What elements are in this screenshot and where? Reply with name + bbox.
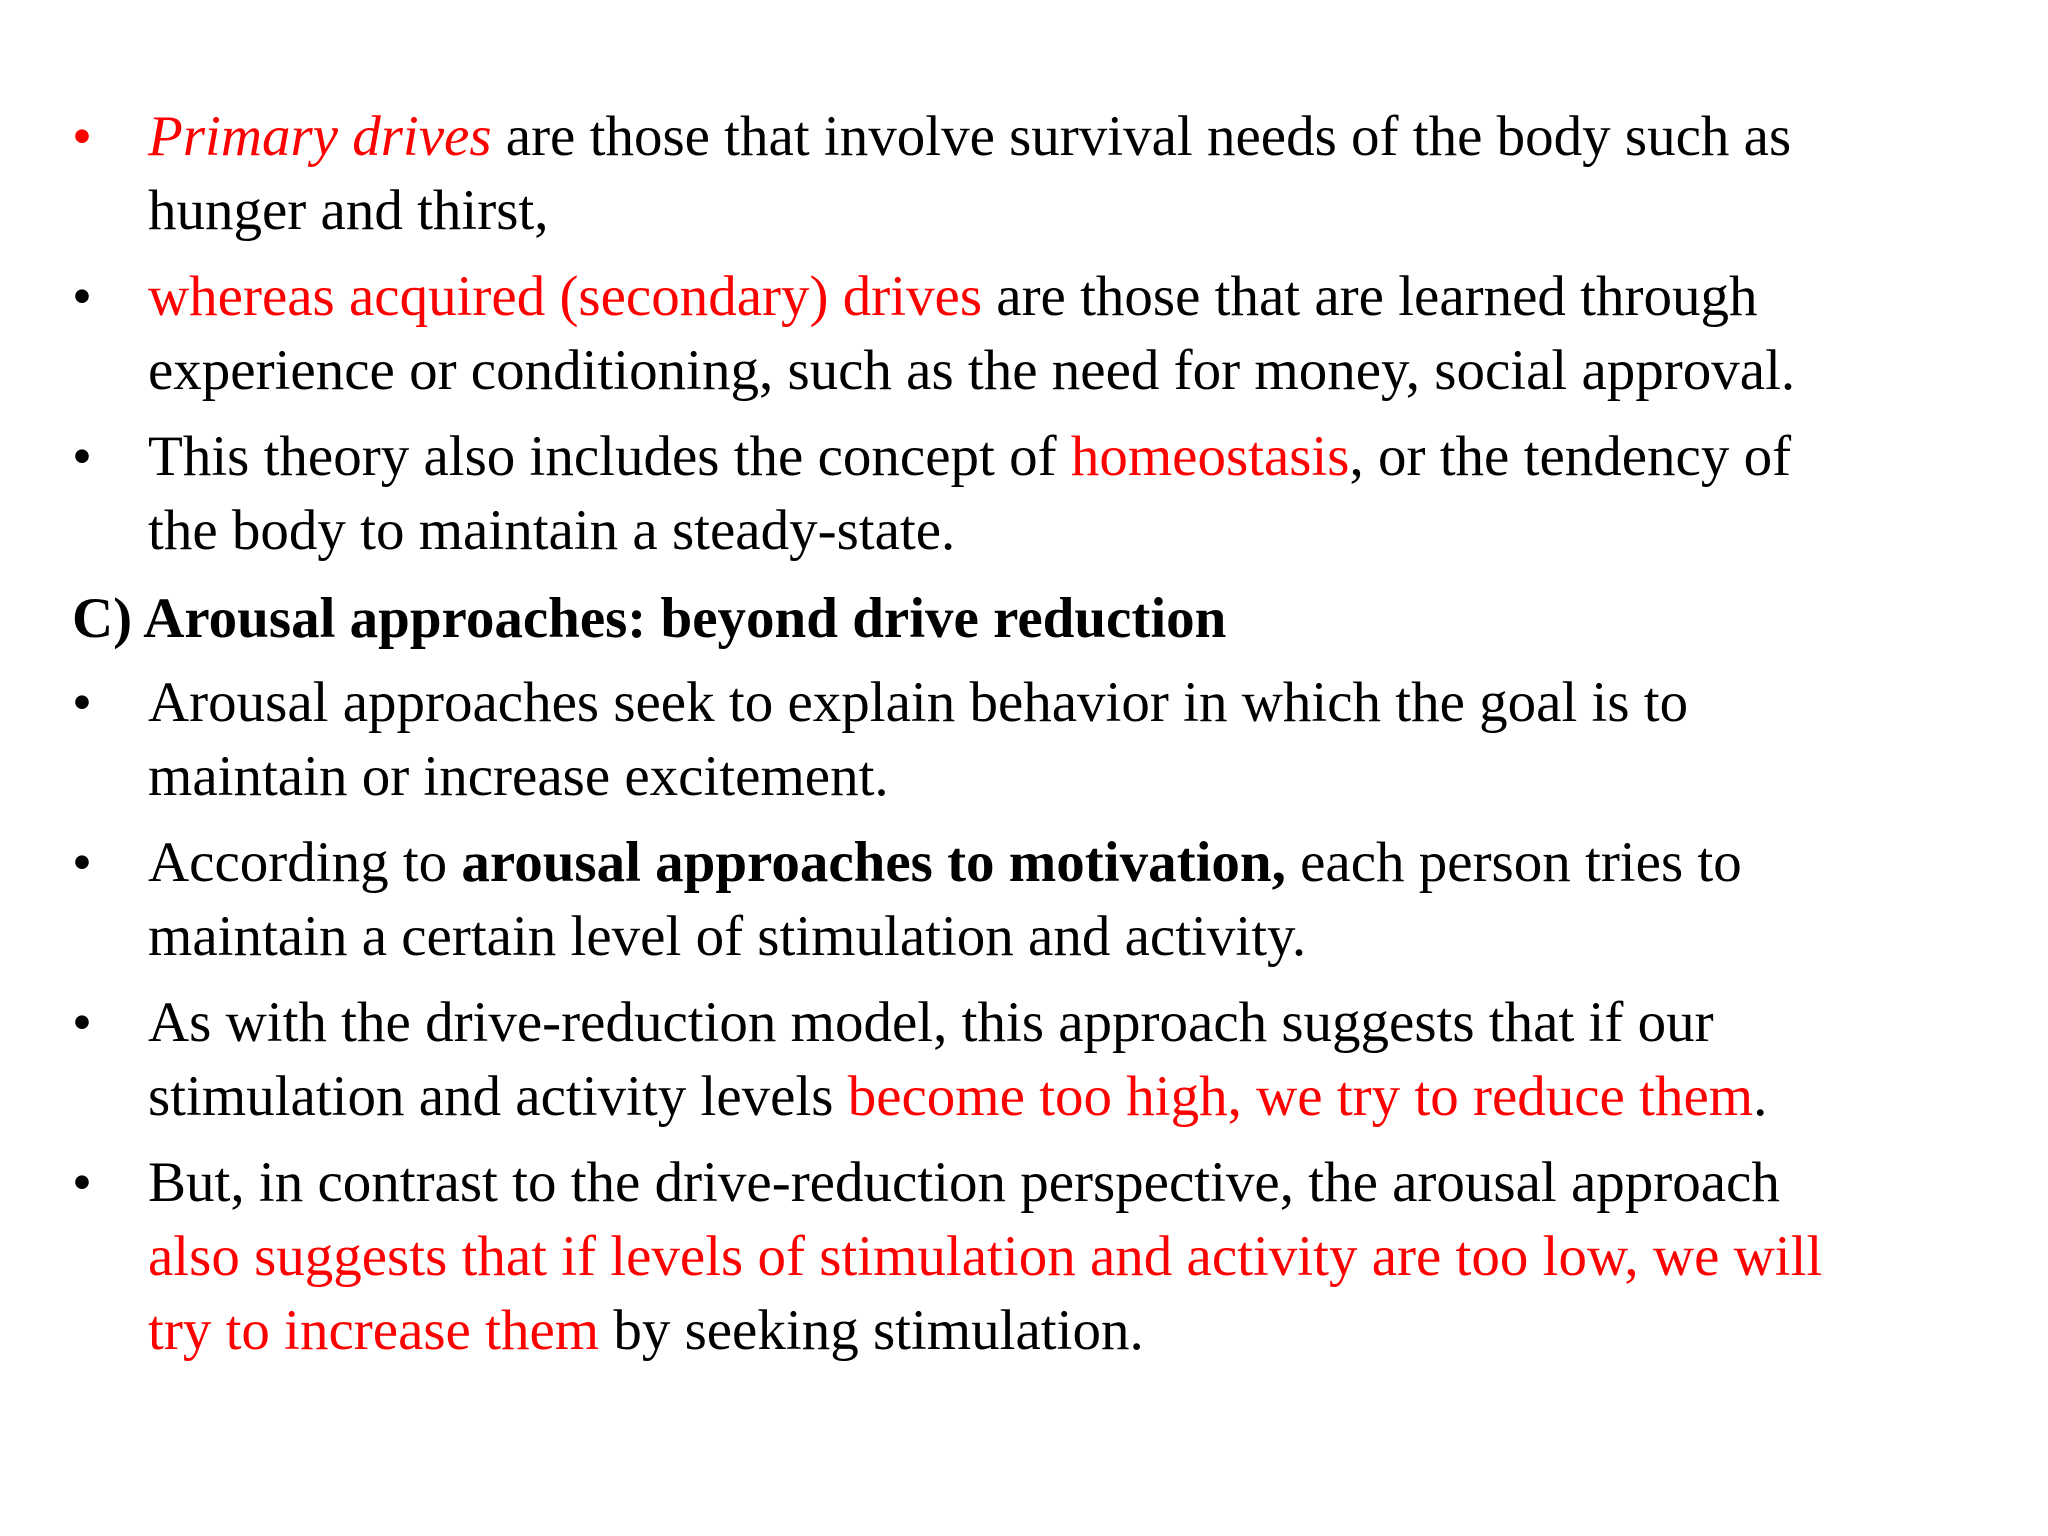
section-heading: C) Arousal approaches: beyond drive reduction xyxy=(72,587,1227,650)
bullet-5-line-2: maintain a certain level of stimulation and activity. xyxy=(148,905,1307,968)
homeostasis-term: homeostasis xyxy=(1070,425,1350,488)
text-run: stimulation and activity levels xyxy=(148,1065,848,1128)
bullet-2-line-2: experience or conditioning, such as the need for money, social approval. xyxy=(148,339,1796,402)
text-run: This theory also includes the concept of xyxy=(148,425,1071,488)
text-run: , or the tendency of xyxy=(1349,425,1792,488)
bullet-4-line-1: Arousal approaches seek to explain behavior in which the goal is to xyxy=(148,671,1689,734)
bullet-marker: • xyxy=(72,105,92,168)
arousal-approaches-term: arousal approaches to motivation, xyxy=(461,831,1286,894)
bullet-6-line-2 xyxy=(148,1064,1767,1130)
bullet-2-line-1 xyxy=(148,264,1758,330)
bullet-marker: • xyxy=(72,991,92,1054)
text-run: . xyxy=(1753,1065,1768,1128)
text-run: are those that involve survival needs of the body such as xyxy=(491,105,1792,168)
bullet-1-line-2: hunger and thirst, xyxy=(148,179,549,242)
acquired-drives-term: whereas acquired (secondary) drives xyxy=(148,265,983,328)
bullet-7-line-1: But, in contrast to the drive-reduction perspective, the arousal approach xyxy=(148,1151,1780,1214)
text-run: each person tries to xyxy=(1285,831,1742,894)
bullet-6-line-1: As with the drive-reduction model, this approach suggests that if our xyxy=(148,991,1714,1054)
bullet-3-line-1 xyxy=(148,424,1791,490)
primary-drives-term: Primary drives xyxy=(148,105,492,168)
bullet-7-line-2: also suggests that if levels of stimulation and activity are too low, we will xyxy=(148,1225,1823,1288)
bullet-5-line-1 xyxy=(148,830,1742,896)
bullet-marker: • xyxy=(72,671,92,734)
bullet-marker: • xyxy=(72,831,92,894)
text-run: are those that are learned through xyxy=(982,265,1758,328)
highlight-reduce: become too high, we try to reduce them xyxy=(847,1065,1754,1128)
bullet-1-line-1 xyxy=(148,104,1791,170)
highlight-increase: try to increase them xyxy=(148,1299,600,1362)
bullet-marker: • xyxy=(72,425,92,488)
text-run: According to xyxy=(148,831,462,894)
bullet-7-line-3 xyxy=(148,1298,1144,1364)
bullet-marker: • xyxy=(72,1151,92,1214)
bullet-3-line-2: the body to maintain a steady-state. xyxy=(148,499,956,562)
bullet-4-line-2: maintain or increase excitement. xyxy=(148,745,889,808)
bullet-marker: • xyxy=(72,265,92,328)
text-run: by seeking stimulation. xyxy=(599,1299,1144,1362)
